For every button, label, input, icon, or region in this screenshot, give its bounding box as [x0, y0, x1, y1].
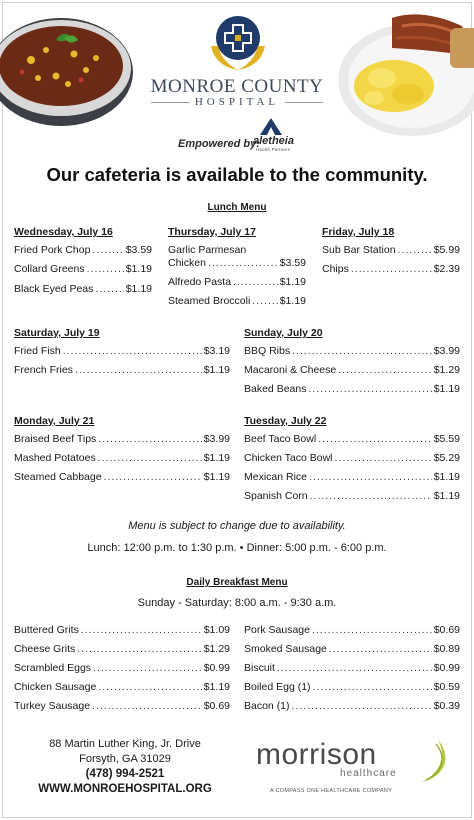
day-heading-tuesday: Tuesday, July 22	[244, 415, 327, 427]
item-name: Biscuit	[244, 662, 275, 674]
item-price: $0.39	[433, 700, 460, 712]
item-price: $5.59	[433, 433, 460, 445]
item-name: Spanish Corn	[244, 490, 308, 502]
item-price: $0.69	[203, 700, 230, 712]
item-name: Fried Pork Chop	[14, 244, 91, 256]
item-price: $1.19	[203, 471, 230, 483]
hospital-logo-icon	[207, 10, 269, 72]
item-price: $3.99	[433, 345, 460, 357]
item-price: $1.19	[433, 490, 460, 502]
menu-item	[14, 681, 230, 695]
item-name: Beef Taco Bowl	[244, 433, 317, 445]
item-price: $3.59	[279, 257, 306, 269]
item-price: $1.19	[125, 283, 152, 295]
breakfast-menu-title: Daily Breakfast Menu	[186, 577, 288, 588]
menu-item	[14, 471, 230, 485]
item-name: Black Eyed Peas	[14, 283, 94, 295]
item-name: Macaroni & Cheese	[244, 364, 337, 376]
header	[0, 0, 474, 160]
item-price: $3.19	[203, 345, 230, 357]
item-name: Mexican Rice	[244, 471, 308, 483]
item-price: $1.19	[279, 276, 306, 288]
item-name: Turkey Sausage	[14, 700, 91, 712]
menu-item	[168, 295, 306, 309]
menu-item	[14, 624, 230, 638]
menu-item	[244, 433, 460, 447]
item-price: $1.19	[203, 681, 230, 693]
item-price: $1.19	[203, 364, 230, 376]
item-name: French Fries	[14, 364, 73, 376]
chili-bowl-image	[0, 10, 136, 128]
day-heading-friday: Friday, July 18	[322, 226, 395, 238]
hospital-subtitle: HOSPITAL	[100, 96, 374, 108]
menu-item	[168, 257, 306, 271]
aletheia-subtitle: Health Partners	[256, 147, 291, 152]
item-name: Steamed Cabbage	[14, 471, 102, 483]
menu-item	[14, 283, 152, 297]
item-price: $0.69	[433, 624, 460, 636]
item-price: $5.99	[433, 244, 460, 256]
menu-item	[14, 364, 230, 378]
tagline: Our cafeteria is available to the community.	[46, 164, 428, 185]
item-price: $1.29	[203, 643, 230, 655]
item-price: $3.59	[125, 244, 152, 256]
address-line-2: Forsyth, GA 31029	[79, 753, 171, 765]
item-name: BBQ Ribs	[244, 345, 291, 357]
website-link[interactable]: WWW.MONROEHOSPITAL.ORG	[38, 783, 212, 795]
item-price: $5.29	[433, 452, 460, 464]
day-heading-saturday: Saturday, July 19	[14, 327, 100, 339]
morrison-subtitle: healthcare	[340, 768, 397, 779]
day-heading-monday: Monday, July 21	[14, 415, 95, 427]
item-price: $1.09	[203, 624, 230, 636]
item-price: $0.99	[203, 662, 230, 674]
item-name: Alfredo Pasta	[168, 276, 232, 288]
breakfast-hours: Sunday - Saturday: 8:00 a.m. - 9:30 a.m.	[137, 597, 337, 609]
breakfast-plate-image	[332, 8, 474, 138]
availability-note: Menu is subject to change due to availability.	[128, 520, 346, 532]
morrison-swoosh-icon	[416, 736, 452, 786]
item-name: Smoked Sausage	[244, 643, 327, 655]
menu-item	[14, 700, 230, 714]
menu-item	[168, 276, 306, 290]
menu-item	[14, 345, 230, 359]
menu-item	[14, 263, 152, 277]
menu-item	[14, 244, 152, 258]
menu-item	[244, 490, 460, 504]
item-name: Steamed Broccoli	[168, 295, 251, 307]
menu-item	[244, 471, 460, 485]
item-name: Garlic Parmesan	[168, 244, 247, 256]
item-price: $1.29	[433, 364, 460, 376]
aletheia-name: aletheia	[253, 135, 294, 147]
lunch-menu-title: Lunch Menu	[207, 202, 267, 213]
menu-item	[244, 700, 460, 714]
item-price: $1.19	[279, 295, 306, 307]
menu-item	[244, 643, 460, 657]
item-name: Pork Sausage	[244, 624, 310, 636]
item-name: Collard Greens	[14, 263, 85, 275]
morrison-logo-text: morrison	[256, 738, 377, 771]
address-line-1: 88 Martin Luther King, Jr. Drive	[49, 738, 201, 750]
item-price: $1.19	[125, 263, 152, 275]
item-price: $0.59	[433, 681, 460, 693]
item-price: $1.19	[433, 471, 460, 483]
menu-item	[244, 662, 460, 676]
menu-item	[244, 681, 460, 695]
menu-item	[244, 364, 460, 378]
item-name: Scrambled Eggs	[14, 662, 92, 674]
day-heading-thursday: Thursday, July 17	[168, 226, 256, 238]
item-price: $2.39	[433, 263, 460, 275]
item-name: Buttered Grits	[14, 624, 79, 636]
item-price: $0.89	[433, 643, 460, 655]
empowered-by-label: Empowered by:	[178, 138, 260, 150]
menu-item	[244, 383, 460, 397]
menu-item	[14, 433, 230, 447]
item-price: $0.99	[433, 662, 460, 674]
phone-number[interactable]: (478) 994-2521	[85, 768, 165, 780]
menu-item	[14, 662, 230, 676]
item-name: Bacon (1)	[244, 700, 290, 712]
item-name: Baked Beans	[244, 383, 307, 395]
hospital-name: MONROE COUNTY	[150, 76, 324, 97]
item-name: Chicken	[168, 257, 206, 269]
menu-item	[244, 452, 460, 466]
item-price: $1.19	[203, 452, 230, 464]
menu-item	[244, 624, 460, 638]
menu-item	[14, 452, 230, 466]
day-heading-sunday: Sunday, July 20	[244, 327, 323, 339]
item-price: $3.99	[203, 433, 230, 445]
item-name: Braised Beef Tips	[14, 433, 97, 445]
item-name: Sub Bar Station	[322, 244, 396, 256]
morrison-tagline: A COMPASS ONE HEALTHCARE COMPANY	[270, 788, 393, 794]
item-name: Chicken Taco Bowl	[244, 452, 333, 464]
menu-item	[322, 244, 460, 258]
aletheia-logo-icon	[258, 116, 284, 136]
day-heading-wednesday: Wednesday, July 16	[14, 226, 113, 238]
item-name: Chicken Sausage	[14, 681, 97, 693]
item-name: Mashed Potatoes	[14, 452, 96, 464]
menu-item	[322, 263, 460, 277]
menu-item	[14, 643, 230, 657]
item-name: Fried Fish	[14, 345, 61, 357]
meal-hours: Lunch: 12:00 p.m. to 1:30 p.m. • Dinner: 5:00 p.m. - 6:00 p.m.	[87, 542, 387, 554]
menu-item	[168, 244, 306, 258]
item-name: Chips	[322, 263, 349, 275]
item-price: $1.19	[433, 383, 460, 395]
item-name: Boiled Egg (1)	[244, 681, 311, 693]
item-name: Cheese Grits	[14, 643, 76, 655]
menu-item	[244, 345, 460, 359]
